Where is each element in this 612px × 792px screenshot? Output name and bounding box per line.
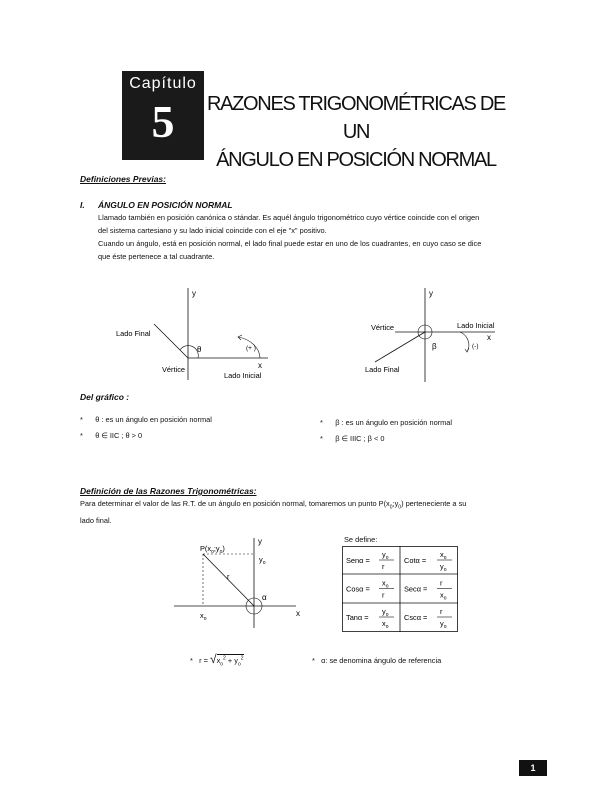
grafico-item: * θ : es un ángulo en posición normal xyxy=(80,415,212,424)
terminal-side xyxy=(375,332,425,362)
title-line-1: RAZONES TRIGONOMÉTRICAS DE UN xyxy=(206,93,506,143)
fig3-xo: $x_o$ xyxy=(200,611,207,622)
table-numerator: $y_o$ xyxy=(382,550,389,561)
fig2-lado-inicial: Lado Inicial xyxy=(457,321,495,330)
fig1-plus: (+ ) xyxy=(246,345,256,352)
definitions-heading: Definiciones Previas: xyxy=(80,174,166,184)
arrow-icon xyxy=(465,348,469,352)
table-denominator: $x_o$ xyxy=(382,619,389,630)
fig3-alpha: α xyxy=(262,593,267,602)
fig1-vertice: Vértice xyxy=(162,365,186,374)
reference-note: * α: se denomina ángulo de referencia xyxy=(312,656,442,665)
fig2-vertice: Vértice xyxy=(371,323,395,332)
fig3-yo: $y_o$ xyxy=(259,555,266,566)
section1-line: del sistema cartesiano y su lado inicial coincide con el eje "x" positivo. xyxy=(98,226,327,235)
fig3-y-label: y xyxy=(258,537,262,546)
fig3-r: r xyxy=(227,572,230,581)
chapter-number: 5 xyxy=(151,96,175,147)
section1-line: que éste pertenece a tal cuadrante. xyxy=(98,252,215,261)
section2-line-2: lado final. xyxy=(80,516,112,526)
figure-theta xyxy=(100,282,290,387)
fig2-lado-final: Lado Final xyxy=(365,365,400,374)
table-numerator: r xyxy=(440,607,443,616)
table-denominator: $x_o$ xyxy=(440,590,447,602)
table-numerator: $x_o$ xyxy=(440,550,447,561)
fig2-x-label: x xyxy=(487,333,491,342)
section2-body xyxy=(80,497,550,527)
section1-heading: ÁNGULO EN POSICIÓN NORMAL xyxy=(98,200,233,210)
terminal-side xyxy=(154,324,188,358)
grafico-item: * β : es un ángulo en posición normal xyxy=(320,418,453,427)
fig2-y-label: y xyxy=(429,289,433,298)
chapter-title xyxy=(206,90,506,174)
table-numerator: r xyxy=(440,578,443,588)
table-fn-label: Cscα = xyxy=(404,613,428,622)
grafico-heading: Del gráfico : xyxy=(80,392,130,402)
chapter-box xyxy=(122,71,204,160)
section1-numeral: I. xyxy=(80,200,85,210)
table-numerator: $x_o$ xyxy=(382,578,389,590)
fig1-lado-final: Lado Final xyxy=(116,329,151,338)
table-fn-label: Cotα = xyxy=(404,556,427,565)
fig2-minus: (-) xyxy=(472,343,479,350)
title-line-2: ÁNGULO EN POSICIÓN NORMAL xyxy=(216,149,496,171)
table-numerator: $y_o$ xyxy=(382,607,389,618)
section2-heading: Definición de las Razones Trigonométricas: xyxy=(80,486,257,496)
fig2-beta: β xyxy=(432,342,437,351)
rt-table xyxy=(342,546,458,632)
minus-arc xyxy=(460,332,469,352)
table-fn-label: Tanα = xyxy=(346,613,369,622)
fig1-theta: θ xyxy=(197,345,202,354)
chapter-word: Capítulo xyxy=(129,75,197,92)
radius-formula: * $r = √x_o^2 + y_o^2$ xyxy=(190,652,244,668)
fig3-point: $P(x_o;y_o)$ xyxy=(200,544,225,555)
fig1-x-label: x xyxy=(258,361,262,370)
table-denominator: $y_o$ xyxy=(440,562,447,573)
grafico-item: * θ ∈ IIC ; θ > 0 xyxy=(80,431,143,440)
fig3-x-label: x xyxy=(296,609,300,618)
table-denominator: $y_o$ xyxy=(440,619,447,630)
grafico-item: * β ∈ IIIC ; β < 0 xyxy=(320,434,385,443)
theta-arc xyxy=(180,346,198,358)
section1-line: Cuando un ángulo, está en posición normal, el lado final puede estar en uno de los cuadrantes, en cuyo caso se dice xyxy=(98,239,482,248)
figure-alpha xyxy=(170,532,315,632)
table-fn-label: Senα = xyxy=(346,556,370,565)
section2-line-1: Para determinar el valor de las R.T. de un ángulo en posición normal, tomaremos un punto $P(x_0;y_0)$ perteneciente a su xyxy=(80,499,467,511)
section1-line: Llamado también en posición canónica o stándar. Es aquél ángulo trigonométrico cuyo vértice coincide con el origen xyxy=(98,213,480,222)
table-denominator: r xyxy=(382,562,385,571)
table-caption: Se define: xyxy=(344,535,378,544)
table-fn-label: Cosα = xyxy=(346,584,370,594)
fig1-lado-inicial: Lado Inicial xyxy=(224,371,262,380)
figure-beta xyxy=(355,282,555,387)
fig1-y-label: y xyxy=(192,289,196,298)
table-denominator: r xyxy=(382,590,385,600)
table-fn-label: Secα = xyxy=(404,584,428,594)
page-number: 1 xyxy=(519,760,547,776)
section1-body xyxy=(98,211,558,263)
